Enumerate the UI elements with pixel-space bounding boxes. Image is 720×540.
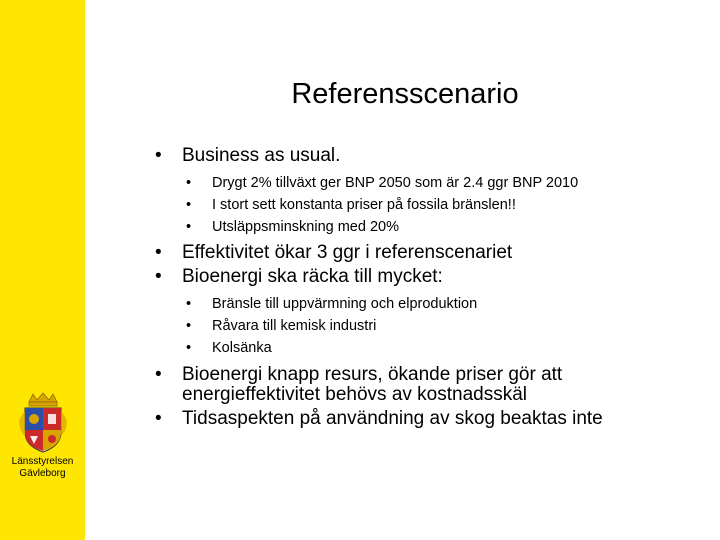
bullet-text: Tidsaspekten på användning av skog beaktas inte — [182, 408, 603, 429]
bullet-text: Business as usual. — [182, 145, 341, 166]
bullet-glyph: • — [186, 318, 192, 334]
bullet-item — [155, 243, 700, 263]
bullet-text: Drygt 2% tillväxt ger BNP 2050 som är 2.4 ggr BNP 2010 — [212, 175, 579, 191]
bullet-item — [155, 146, 700, 166]
logo-text-line1: Länsstyrelsen — [11, 456, 74, 467]
bullet-glyph: • — [155, 242, 162, 263]
bullet-glyph: • — [186, 296, 192, 312]
logo-text-line2: Gävleborg — [19, 468, 66, 479]
sub-bullet-item — [155, 194, 700, 216]
bullet-text: Bränsle till uppvärmning och elproduktion — [212, 296, 478, 312]
bullet-item — [155, 365, 700, 405]
bullet-glyph: • — [155, 266, 162, 287]
bullet-item — [155, 267, 700, 287]
bullet-text: I stort sett konstanta priser på fossila bränslen!! — [212, 197, 516, 213]
bullet-glyph: • — [155, 364, 162, 385]
bullet-glyph: • — [186, 219, 192, 235]
sub-bullet-item — [155, 172, 700, 194]
sub-bullet-item — [155, 337, 700, 359]
bullet-text: Kolsänka — [212, 340, 272, 356]
slide-title: Referensscenario — [291, 78, 519, 110]
sub-bullet-item — [155, 216, 700, 238]
bullet-glyph: • — [186, 175, 192, 191]
bullet-text: Bioenergi knapp resurs, ökande priser gör att energieffektivitet behövs av kostnadsskäl — [182, 364, 563, 405]
organization-logo — [0, 392, 85, 480]
bullet-glyph: • — [186, 197, 192, 213]
bullet-list — [155, 146, 700, 429]
bullet-item — [155, 409, 700, 429]
sub-bullet-item — [155, 293, 700, 315]
bullet-text: Utsläppsminskning med 20% — [212, 219, 399, 235]
coat-of-arms-icon — [15, 392, 71, 454]
bullet-glyph: • — [186, 340, 192, 356]
sub-bullet-item — [155, 315, 700, 337]
bullet-text: Råvara till kemisk industri — [212, 318, 377, 334]
bullet-text: Effektivitet ökar 3 ggr i referenscenariet — [182, 242, 513, 263]
bullet-glyph: • — [155, 408, 162, 429]
bullet-text: Bioenergi ska räcka till mycket: — [182, 266, 443, 287]
bullet-glyph: • — [155, 145, 162, 166]
